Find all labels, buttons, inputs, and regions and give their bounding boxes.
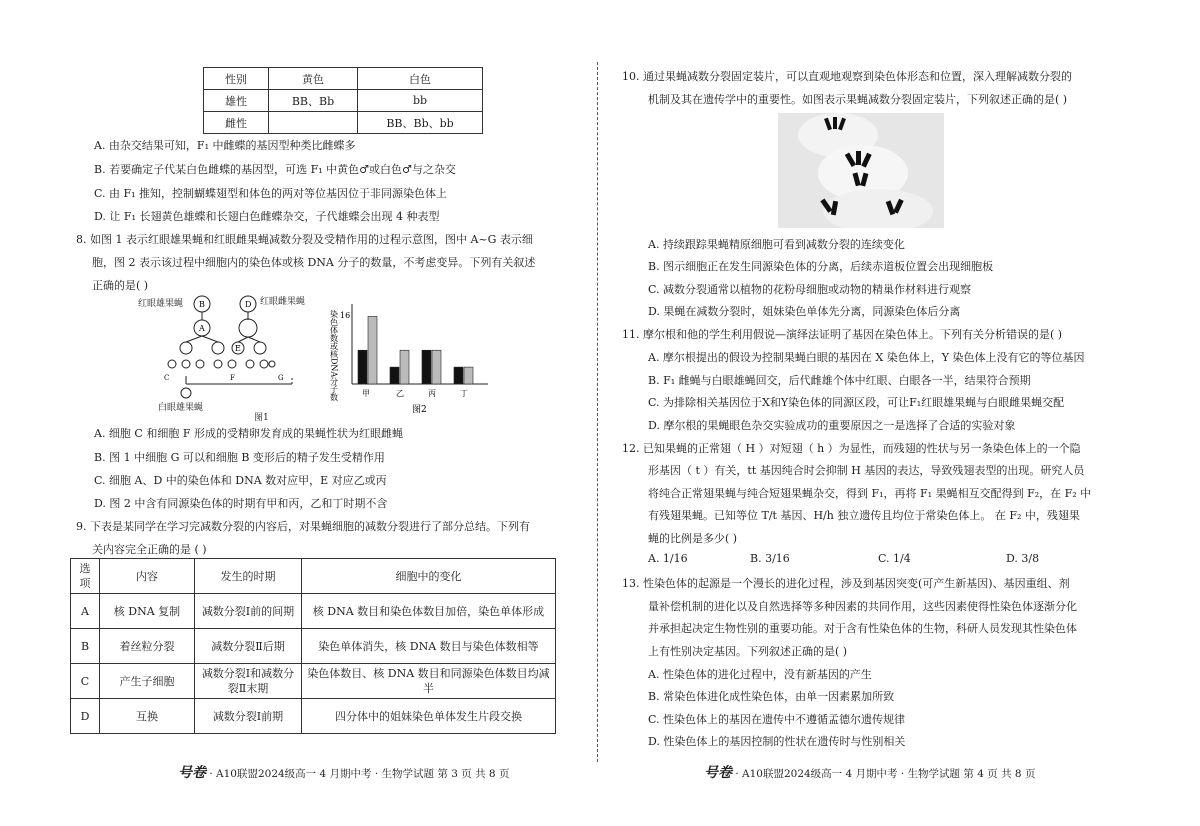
q12-stem-line: 蝇的比例是多少( ) — [648, 532, 738, 545]
table-cell: 雌性 — [204, 112, 269, 134]
q10-option-a: A. 持续跟踪果蝇精原细胞可看到减数分裂的连续变化 — [648, 238, 905, 251]
fig2-x-tick: 丙 — [428, 389, 436, 398]
q13-option-b: B. 常染色体进化成性染色体，由单一因素累加所致 — [648, 690, 895, 703]
fig2-x-tick: 丁 — [460, 389, 468, 398]
table-row — [204, 90, 483, 112]
cell-label: F — [230, 374, 235, 382]
q12-choice-d: D. 3/8 — [1006, 552, 1040, 565]
q9-stem-line: 关内容完全正确的是 ( ) — [92, 543, 207, 556]
q8-stem-line: 胞，图 2 表示该过程中细胞内的染色体或核 DNA 分子的数量，不考虑变异。下列有关叙述 — [92, 256, 536, 269]
table-row — [71, 559, 556, 594]
q11-option-a: A. 摩尔根提出的假设为控制果蝇白眼的基因在 X 染色体上，Y 染色体上没有它的等位基因 — [648, 351, 1085, 364]
table-row — [71, 594, 556, 629]
table-cell: 染色单体消失，核 DNA 数目与染色体数相等 — [302, 629, 556, 664]
q10-stem-line: 10. 通过果蝇减数分裂固定装片，可以直观地观察到染色体形态和位置，深入理解减数分裂的 — [622, 70, 1072, 83]
bar-丁-0 — [454, 367, 463, 384]
table-row — [71, 664, 556, 699]
cell-label: C — [164, 374, 170, 382]
cell-label: G — [278, 374, 284, 382]
fig2-x-tick: 乙 — [396, 389, 404, 398]
table-cell: 染色体数目、核 DNA 数目和同源染色体数目均减半 — [302, 664, 556, 699]
figure-2-bar-chart — [328, 300, 498, 420]
q13-option-c: C. 性染色体上的基因在遗传中不遵循孟德尔遗传规律 — [648, 713, 906, 726]
table-header-cell: 内容 — [100, 559, 195, 594]
fig1-female-label: 红眼雌果蝇 — [260, 297, 306, 307]
q8-stem-line: 正确的是( ) — [92, 279, 149, 292]
table-cell: A — [71, 594, 100, 629]
fig1-bottom-label: 白眼雄果蝇 — [158, 403, 204, 413]
fig2-caption: 图2 — [412, 405, 427, 415]
q10-option-d: D. 果蝇在减数分裂时，姐妹染色单体先分离，同源染色体后分离 — [648, 305, 961, 318]
figure-1-diagram — [138, 292, 358, 422]
bar-甲-1 — [368, 316, 377, 384]
q11-stem-line: 11. 摩尔根和他的学生利用假说—演绎法证明了基因在染色体上。下列有关分析错误的是( ) — [622, 328, 1063, 341]
table-cell: 减数分裂Ⅰ前期 — [195, 699, 302, 734]
table-cell: 减数分裂Ⅱ后期 — [195, 629, 302, 664]
page-footer-right — [704, 762, 1035, 782]
q13-option-d: D. 性染色体上的基因控制的性状在遗传时与性别相关 — [648, 735, 906, 748]
q8-stem-line: 8. 如图 1 表示红眼雄果蝇和红眼雌果蝇减数分裂及受精作用的过程示意图，图中 A~G 表示细 — [76, 233, 533, 246]
q7-option-a: A. 由杂交结果可知，F₁ 中雌蝶的基因型种类比雌蝶多 — [94, 139, 356, 152]
q8-option-b: B. 图 1 中细胞 G 可以和细胞 B 变形后的精子发生受精作用 — [94, 451, 385, 464]
bar-丁-1 — [464, 367, 473, 384]
q10-option-b: B. 图示细胞正在发生同源染色体的分离，后续赤道板位置会出现细胞板 — [648, 260, 994, 273]
bar-丙-1 — [432, 350, 441, 384]
q11-option-c: C. 为排除相关基因位于X和Y染色体的同源区段，可让F₁红眼雄果蝇与白眼雌果蝇交配 — [648, 396, 1065, 409]
footer-text: · A10联盟2024级高一 4 月期中考 · 生物学试题 第 4 页 共 8 页 — [735, 768, 1036, 780]
q12-stem-line: 12. 已知果蝇的正常翅（ H ）对短翅（ h ）为显性，而残翅的性状与另一条染色体上的一个隐 — [622, 442, 1081, 455]
q12-choice-b: B. 3/16 — [750, 552, 790, 565]
fig2-x-tick: 甲 — [362, 389, 370, 398]
table-cell: D — [71, 699, 100, 734]
table-cell: 核 DNA 数目和染色体数目加倍，染色单体形成 — [302, 594, 556, 629]
table-row — [204, 112, 483, 134]
table-cell: C — [71, 664, 100, 699]
table-cell: bb — [358, 90, 483, 112]
meiosis-table — [70, 558, 556, 734]
table-header-cell: 细胞中的变化 — [302, 559, 556, 594]
table-cell: 四分体中的姐妹染色单体发生片段交换 — [302, 699, 556, 734]
table-cell: 减数分裂Ⅰ和减数分裂Ⅱ末期 — [195, 664, 302, 699]
q13-stem-line: 上有性别决定基因。下列叙述正确的是( ) — [648, 645, 848, 658]
q12-stem-line: 有残翅果蝇。已知等位 T/t 基因、H/h 独立遗传且均位于常染色体上。 在 F₂ 中，残翅果 — [648, 509, 1080, 522]
table-header-cell: 白色 — [358, 68, 483, 90]
q12-choice-c: C. 1/4 — [878, 552, 911, 565]
table-header-cell: 黄色 — [269, 68, 358, 90]
bar-丙-0 — [422, 350, 431, 384]
q12-choice-a: A. 1/16 — [648, 552, 688, 565]
bar-乙-0 — [390, 367, 399, 384]
table-row — [71, 699, 556, 734]
genotype-table — [203, 67, 483, 134]
q11-option-b: B. F₁ 雌蝇与白眼雄蝇回交，后代雌雄个体中红眼、白眼各一半，结果符合预期 — [648, 374, 1031, 387]
fig1-male-label: 红眼雄果蝇 — [138, 299, 184, 309]
cell-label: B — [199, 300, 205, 309]
bar-乙-1 — [400, 350, 409, 384]
table-header-cell: 性别 — [204, 68, 269, 90]
page-divider — [597, 62, 598, 762]
q8-option-c: C. 细胞 A、D 中的染色体和 DNA 数对应甲，E 对应乙或丙 — [94, 474, 387, 487]
cell-label: E — [235, 344, 241, 353]
q13-stem-line: 并承担起决定生物性别的重要功能。对于含有性染色体的生物，科研人员发现其性染色体 — [648, 622, 1077, 635]
q13-stem-line: 量补偿机制的进化以及自然选择等多种因素的共同作用，这些因素使得性染色体逐渐分化 — [648, 600, 1077, 613]
bar-甲-0 — [358, 350, 367, 384]
q8-option-a: A. 细胞 C 和细胞 F 形成的受精卵发育成的果蝇性状为红眼雌蝇 — [94, 427, 403, 440]
table-cell: 雄性 — [204, 90, 269, 112]
table-row — [204, 68, 483, 90]
brand-logo: 号卷 — [178, 765, 206, 781]
q8-option-d: D. 图 2 中含有同源染色体的时期有甲和丙，乙和丁时期不含 — [94, 497, 388, 510]
table-row — [71, 629, 556, 664]
q13-option-a: A. 性染色体的进化过程中，没有新基因的产生 — [648, 668, 872, 681]
table-cell — [269, 112, 358, 134]
fig2-ylabel: 染色体数或核DNA分子数 — [329, 310, 339, 402]
q9-stem-line: 9. 下表是某同学在学习完减数分裂的内容后，对果蝇细胞的减数分裂进行了部分总结。下列有 — [76, 520, 530, 533]
cell-label: A — [199, 324, 205, 333]
brand-logo: 号卷 — [704, 765, 732, 781]
fig2-y-tick: 16 — [340, 311, 351, 320]
q12-stem-line: 将纯合正常翅果蝇与纯合短翅果蝇杂交，得到 F₁，再将 F₁ 果蝇相互交配得到 F₂，在 F₂ 中 — [648, 487, 1092, 500]
q7-option-b: B. 若要确定子代某白色雌蝶的基因型，可选 F₁ 中黄色♂或白色♂与之杂交 — [94, 163, 456, 176]
table-header-cell: 选项 — [71, 559, 100, 594]
q7-option-c: C. 由 F₁ 推知，控制蝴蝶翅型和体色的两对等位基因位于非同源染色体上 — [94, 187, 448, 200]
footer-text: · A10联盟2024级高一 4 月期中考 · 生物学试题 第 3 页 共 8 页 — [209, 768, 510, 780]
table-cell: 核 DNA 复制 — [100, 594, 195, 629]
table-header-cell: 发生的时期 — [195, 559, 302, 594]
table-cell: 减数分裂Ⅰ前的间期 — [195, 594, 302, 629]
q7-option-d: D. 让 F₁ 长翅黄色雄蝶和长翅白色雌蝶杂交，子代雄蝶会出现 4 种表型 — [94, 210, 440, 223]
table-cell: B — [71, 629, 100, 664]
q11-option-d: D. 摩尔根的果蝇眼色杂交实验成功的重要原因之一是选择了合适的实验对象 — [648, 419, 1016, 432]
q12-stem-line: 形基因（ t ）有关，tt 基因纯合时会抑制 H 基因的表达，导致残翅表型的出现。研究人员 — [648, 464, 1085, 477]
table-cell: 互换 — [100, 699, 195, 734]
page-footer-left — [178, 762, 509, 782]
cell-label: D — [245, 300, 252, 309]
table-cell: BB、Bb、bb — [358, 112, 483, 134]
table-cell: 产生子细胞 — [100, 664, 195, 699]
micrograph-image — [778, 113, 944, 228]
q10-stem-line: 机制及其在遗传学中的重要性。如图表示果蝇减数分裂固定装片，下列叙述正确的是( ) — [648, 93, 1068, 106]
q10-option-c: C. 减数分裂通常以植物的花粉母细胞或动物的精巢作材料进行观察 — [648, 283, 972, 296]
table-cell: BB、Bb — [269, 90, 358, 112]
table-cell: 着丝粒分裂 — [100, 629, 195, 664]
fig1-caption: 图1 — [254, 413, 269, 422]
q13-stem-line: 13. 性染色体的起源是一个漫长的进化过程，涉及到基因突变(可产生新基因)、基因重组、剂 — [622, 577, 1070, 590]
